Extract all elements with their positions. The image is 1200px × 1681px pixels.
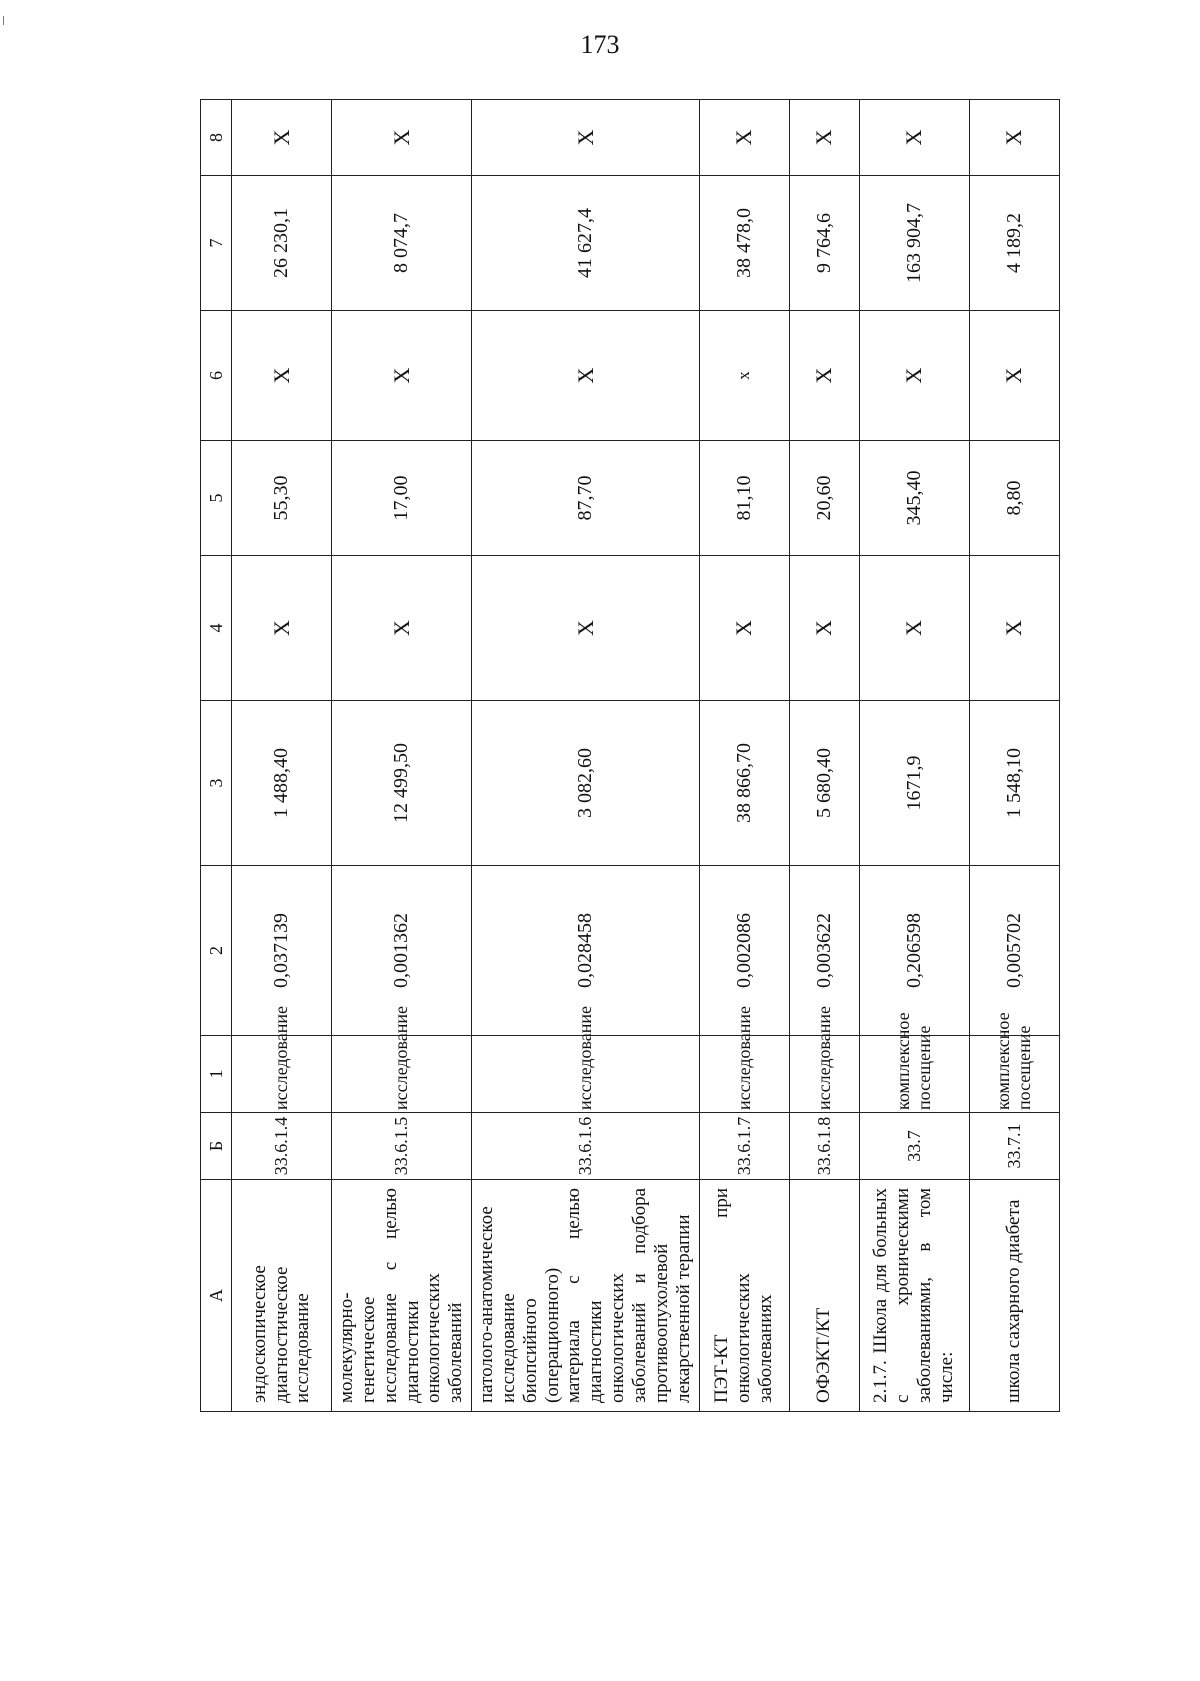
table-row (332, 100, 472, 1412)
cell-col-4: Х (332, 556, 472, 701)
cell-col-5: 81,10 (699, 441, 789, 556)
cell-col-6: Х (232, 311, 332, 441)
table-row (859, 100, 969, 1412)
cell-col-4: Х (472, 556, 699, 701)
cell-col-3: 3 082,60 (472, 701, 699, 866)
cell-col-7: 4 189,2 (969, 176, 1059, 311)
unit-of-measure: исследование (332, 1036, 472, 1113)
rotated-table-wrapper (200, 100, 1034, 1412)
service-name: 2.1.7. Школа для больных с хроническими заболеваниями, в том числе: (859, 1180, 969, 1412)
service-name: ОФЭКТ/КТ (789, 1180, 859, 1412)
cell-col-5: 8,80 (969, 441, 1059, 556)
cell-col-7: 8 074,7 (332, 176, 472, 311)
header-row (201, 100, 232, 1412)
service-code: 33.7 (859, 1113, 969, 1180)
cell-col-8: Х (789, 100, 859, 176)
unit-of-measure: комплексное посещение (969, 1036, 1059, 1113)
cell-col-6: Х (472, 311, 699, 441)
service-code: 33.6.1.4 (232, 1113, 332, 1180)
cell-col-2: 0,003622 (789, 866, 859, 1036)
cell-col-4: Х (699, 556, 789, 701)
cell-col-8: Х (332, 100, 472, 176)
tariff-table (200, 99, 1060, 1412)
header-cell: 8 (201, 100, 232, 176)
cell-col-2: 0,028458 (472, 866, 699, 1036)
cell-col-6: Х (332, 311, 472, 441)
cell-col-2: 0,001362 (332, 866, 472, 1036)
cell-col-6: Х (789, 311, 859, 441)
cell-col-8: Х (699, 100, 789, 176)
cell-col-5: 20,60 (789, 441, 859, 556)
header-cell: 7 (201, 176, 232, 311)
cell-col-5: 17,00 (332, 441, 472, 556)
header-cell: 6 (201, 311, 232, 441)
header-cell: 1 (201, 1036, 232, 1113)
cell-col-3: 1671,9 (859, 701, 969, 866)
unit-of-measure: исследование (789, 1036, 859, 1113)
cell-col-3: 1 548,10 (969, 701, 1059, 866)
service-name: школа сахарного диабета (969, 1180, 1059, 1412)
cell-col-3: 12 499,50 (332, 701, 472, 866)
cell-col-8: Х (232, 100, 332, 176)
cell-col-6: Х (969, 311, 1059, 441)
table-row (699, 100, 789, 1412)
cell-col-2: 0,002086 (699, 866, 789, 1036)
cell-col-8: Х (472, 100, 699, 176)
service-name: патолого-анатомическое исследование биопсийного (операционного) материала с целью диагностики онкологических заболеваний и подбора противоопухолевой лекарственной терапии (472, 1180, 699, 1412)
cell-col-8: Х (969, 100, 1059, 176)
cell-col-3: 5 680,40 (789, 701, 859, 866)
cell-col-4: Х (969, 556, 1059, 701)
service-name: молекулярно-генетическое исследование с целью диагностики онкологических заболеваний (332, 1180, 472, 1412)
header-cell: 3 (201, 701, 232, 866)
cell-col-8: Х (859, 100, 969, 176)
cell-col-4: Х (232, 556, 332, 701)
cell-col-7: 38 478,0 (699, 176, 789, 311)
header-cell: Б (201, 1113, 232, 1180)
service-code: 33.6.1.7 (699, 1113, 789, 1180)
cell-col-2: 0,005702 (969, 866, 1059, 1036)
cell-col-2: 0,037139 (232, 866, 332, 1036)
scan-artifact (3, 16, 4, 25)
header-cell: 5 (201, 441, 232, 556)
cell-col-7: 26 230,1 (232, 176, 332, 311)
cell-col-3: 38 866,70 (699, 701, 789, 866)
cell-col-3: 1 488,40 (232, 701, 332, 866)
service-code: 33.6.1.6 (472, 1113, 699, 1180)
cell-col-5: 87,70 (472, 441, 699, 556)
table-row (969, 100, 1059, 1412)
cell-col-4: Х (789, 556, 859, 701)
table-row (789, 100, 859, 1412)
cell-col-6: х (699, 311, 789, 441)
table-row (232, 100, 332, 1412)
header-cell: 2 (201, 866, 232, 1036)
service-name: эндоскопическое диагностическое исследование (232, 1180, 332, 1412)
unit-of-measure: исследование (232, 1036, 332, 1113)
unit-of-measure: комплексное посещение (859, 1036, 969, 1113)
cell-col-6: Х (859, 311, 969, 441)
cell-col-5: 345,40 (859, 441, 969, 556)
cell-col-2: 0,206598 (859, 866, 969, 1036)
header-cell: 4 (201, 556, 232, 701)
header-cell: А (201, 1180, 232, 1412)
table-row (472, 100, 699, 1412)
cell-col-7: 163 904,7 (859, 176, 969, 311)
unit-of-measure: исследование (472, 1036, 699, 1113)
service-code: 33.6.1.8 (789, 1113, 859, 1180)
cell-col-4: Х (859, 556, 969, 701)
page-number: 173 (580, 30, 620, 59)
service-code: 33.6.1.5 (332, 1113, 472, 1180)
service-name: ПЭТ-КТ при онкологических заболеваниях (699, 1180, 789, 1412)
service-code: 33.7.1 (969, 1113, 1059, 1180)
unit-of-measure: исследование (699, 1036, 789, 1113)
cell-col-7: 9 764,6 (789, 176, 859, 311)
cell-col-5: 55,30 (232, 441, 332, 556)
cell-col-7: 41 627,4 (472, 176, 699, 311)
